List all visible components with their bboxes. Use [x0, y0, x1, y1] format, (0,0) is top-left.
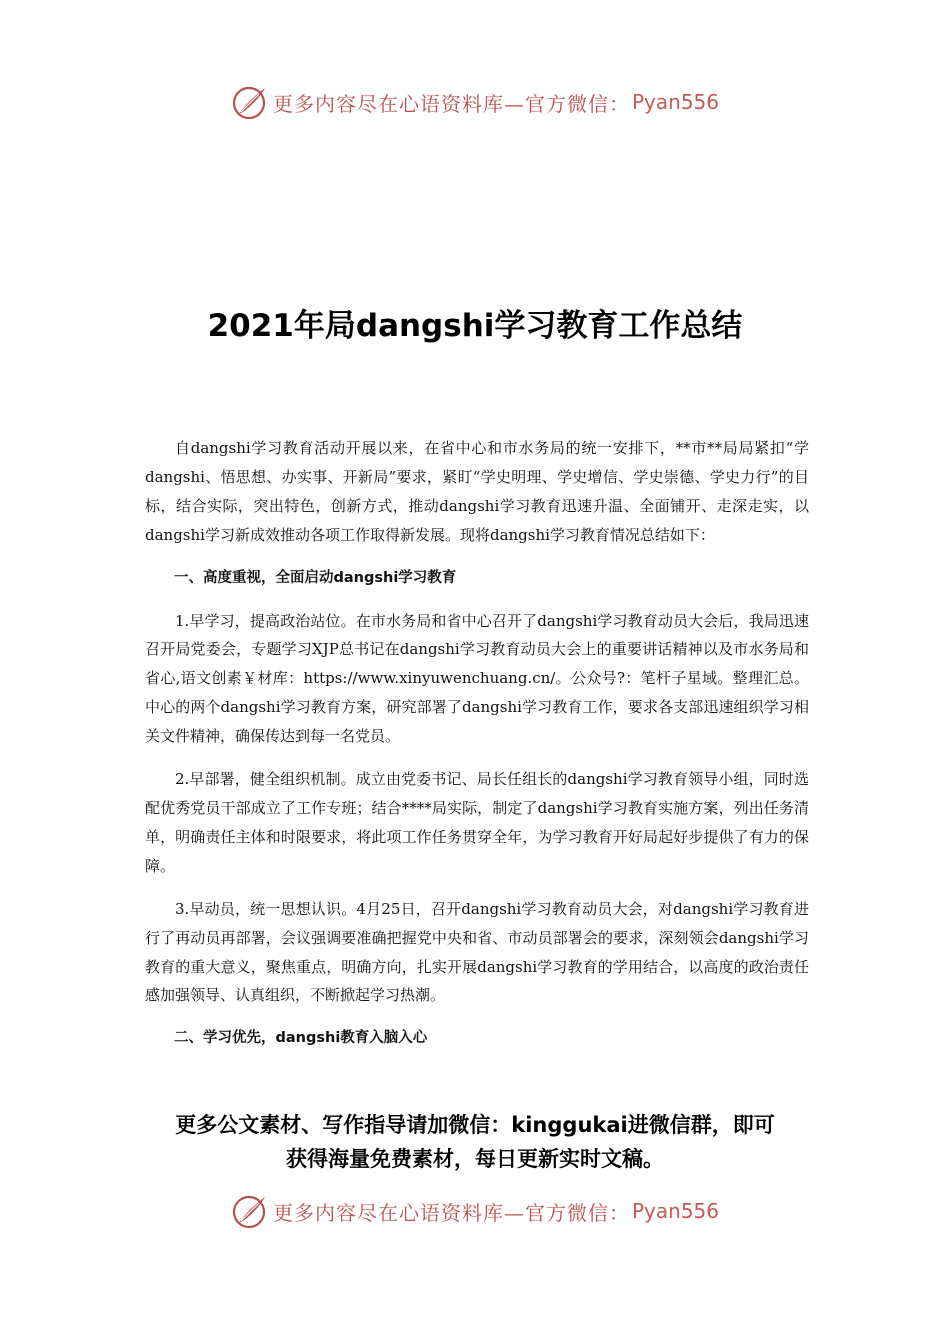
- intro-paragraph: 自dangshi学习教育活动开展以来，在省中心和市水务局的统一安排下，**市**局局紧扣“学dangshi、悟思想、办实事、开新局”要求，紧盯“学史明理、学史增信、学史崇德、学史力行”的目标，结合实际，突出特色，创新方式，推动dangshi学习教育迅速升温、全面铺开、走深走实，以dangshi学习新成效推动各项工作取得新发展。现将dangshi学习教育情况总结如下：: [145, 439, 809, 544]
- promo-line-2: 获得海量免费素材，每日更新实时文稿。: [286, 1147, 664, 1171]
- header-banner: [0, 80, 950, 124]
- section-1-heading: 一、高度重视，全面启动dangshi学习教育: [174, 569, 457, 586]
- footer-banner-text: 更多内容尽在心语资料库—官方微信：: [272, 1200, 630, 1225]
- item-1-paragraph: 1.早学习，提高政治站位。在市水务局和省中心召开了dangshi学习教育动员大会后，我局迅速召开局党委会，专题学习XJP总书记在dangshi学习教育动员大会上的重要讲话精神以及市水务局和省心,语文创素￥材库：https://www.xinyuwenchuang.cn/。公众号?：笔杆子星域。整理汇总。中心的两个dangshi学习教育方案，研究部署了dangshi学习教育工作，要求各支部迅速组织学习相关文件精神，确保传达到每一名党员。: [145, 611, 809, 746]
- footer-banner-wechat-id: Pyan556: [631, 1199, 719, 1223]
- section-2-heading: 二、学习优先，dangshi教育入脑入心: [174, 1030, 428, 1047]
- promo-line-1: 更多公文素材、写作指导请加微信：kinggukai进微信群，即可: [175, 1113, 775, 1137]
- footer-banner: [0, 1189, 950, 1233]
- header-banner-text: 更多内容尽在心语资料库—官方微信：: [272, 91, 630, 116]
- item-2-paragraph: 2.早部署，健全组织机制。成立由党委书记、局长任组长的dangshi学习教育领导小组，同时选配优秀党员干部成立了工作专班；结合****局实际，制定了dangshi学习教育实施方案，列出任务清单，明确责任主体和时限要求，将此项工作任务贯穿全年，为学习教育开好局起好步提供了有力的保障。: [145, 770, 809, 875]
- promo-notice: [0, 1108, 950, 1176]
- header-banner-wechat-id: Pyan556: [631, 90, 719, 114]
- quill-logo-icon: [231, 83, 269, 121]
- document-body: [145, 434, 809, 1067]
- quill-logo-icon: [231, 1192, 269, 1230]
- document-title: 2021年局dangshi学习教育工作总结: [207, 308, 743, 344]
- item-3-paragraph: 3.早动员，统一思想认识。4月25日，召开dangshi学习教育动员大会，对dangshi学习教育进行了再动员再部署，会议强调要准确把握党中央和省、市动员部署会的要求，深刻领会dangshi学习教育的重大意义，聚焦重点，明确方向，扎实开展dangshi学习教育的学用结合，以高度的政治责任感加强领导、认真组织，不断掀起学习热潮。: [145, 899, 809, 1005]
